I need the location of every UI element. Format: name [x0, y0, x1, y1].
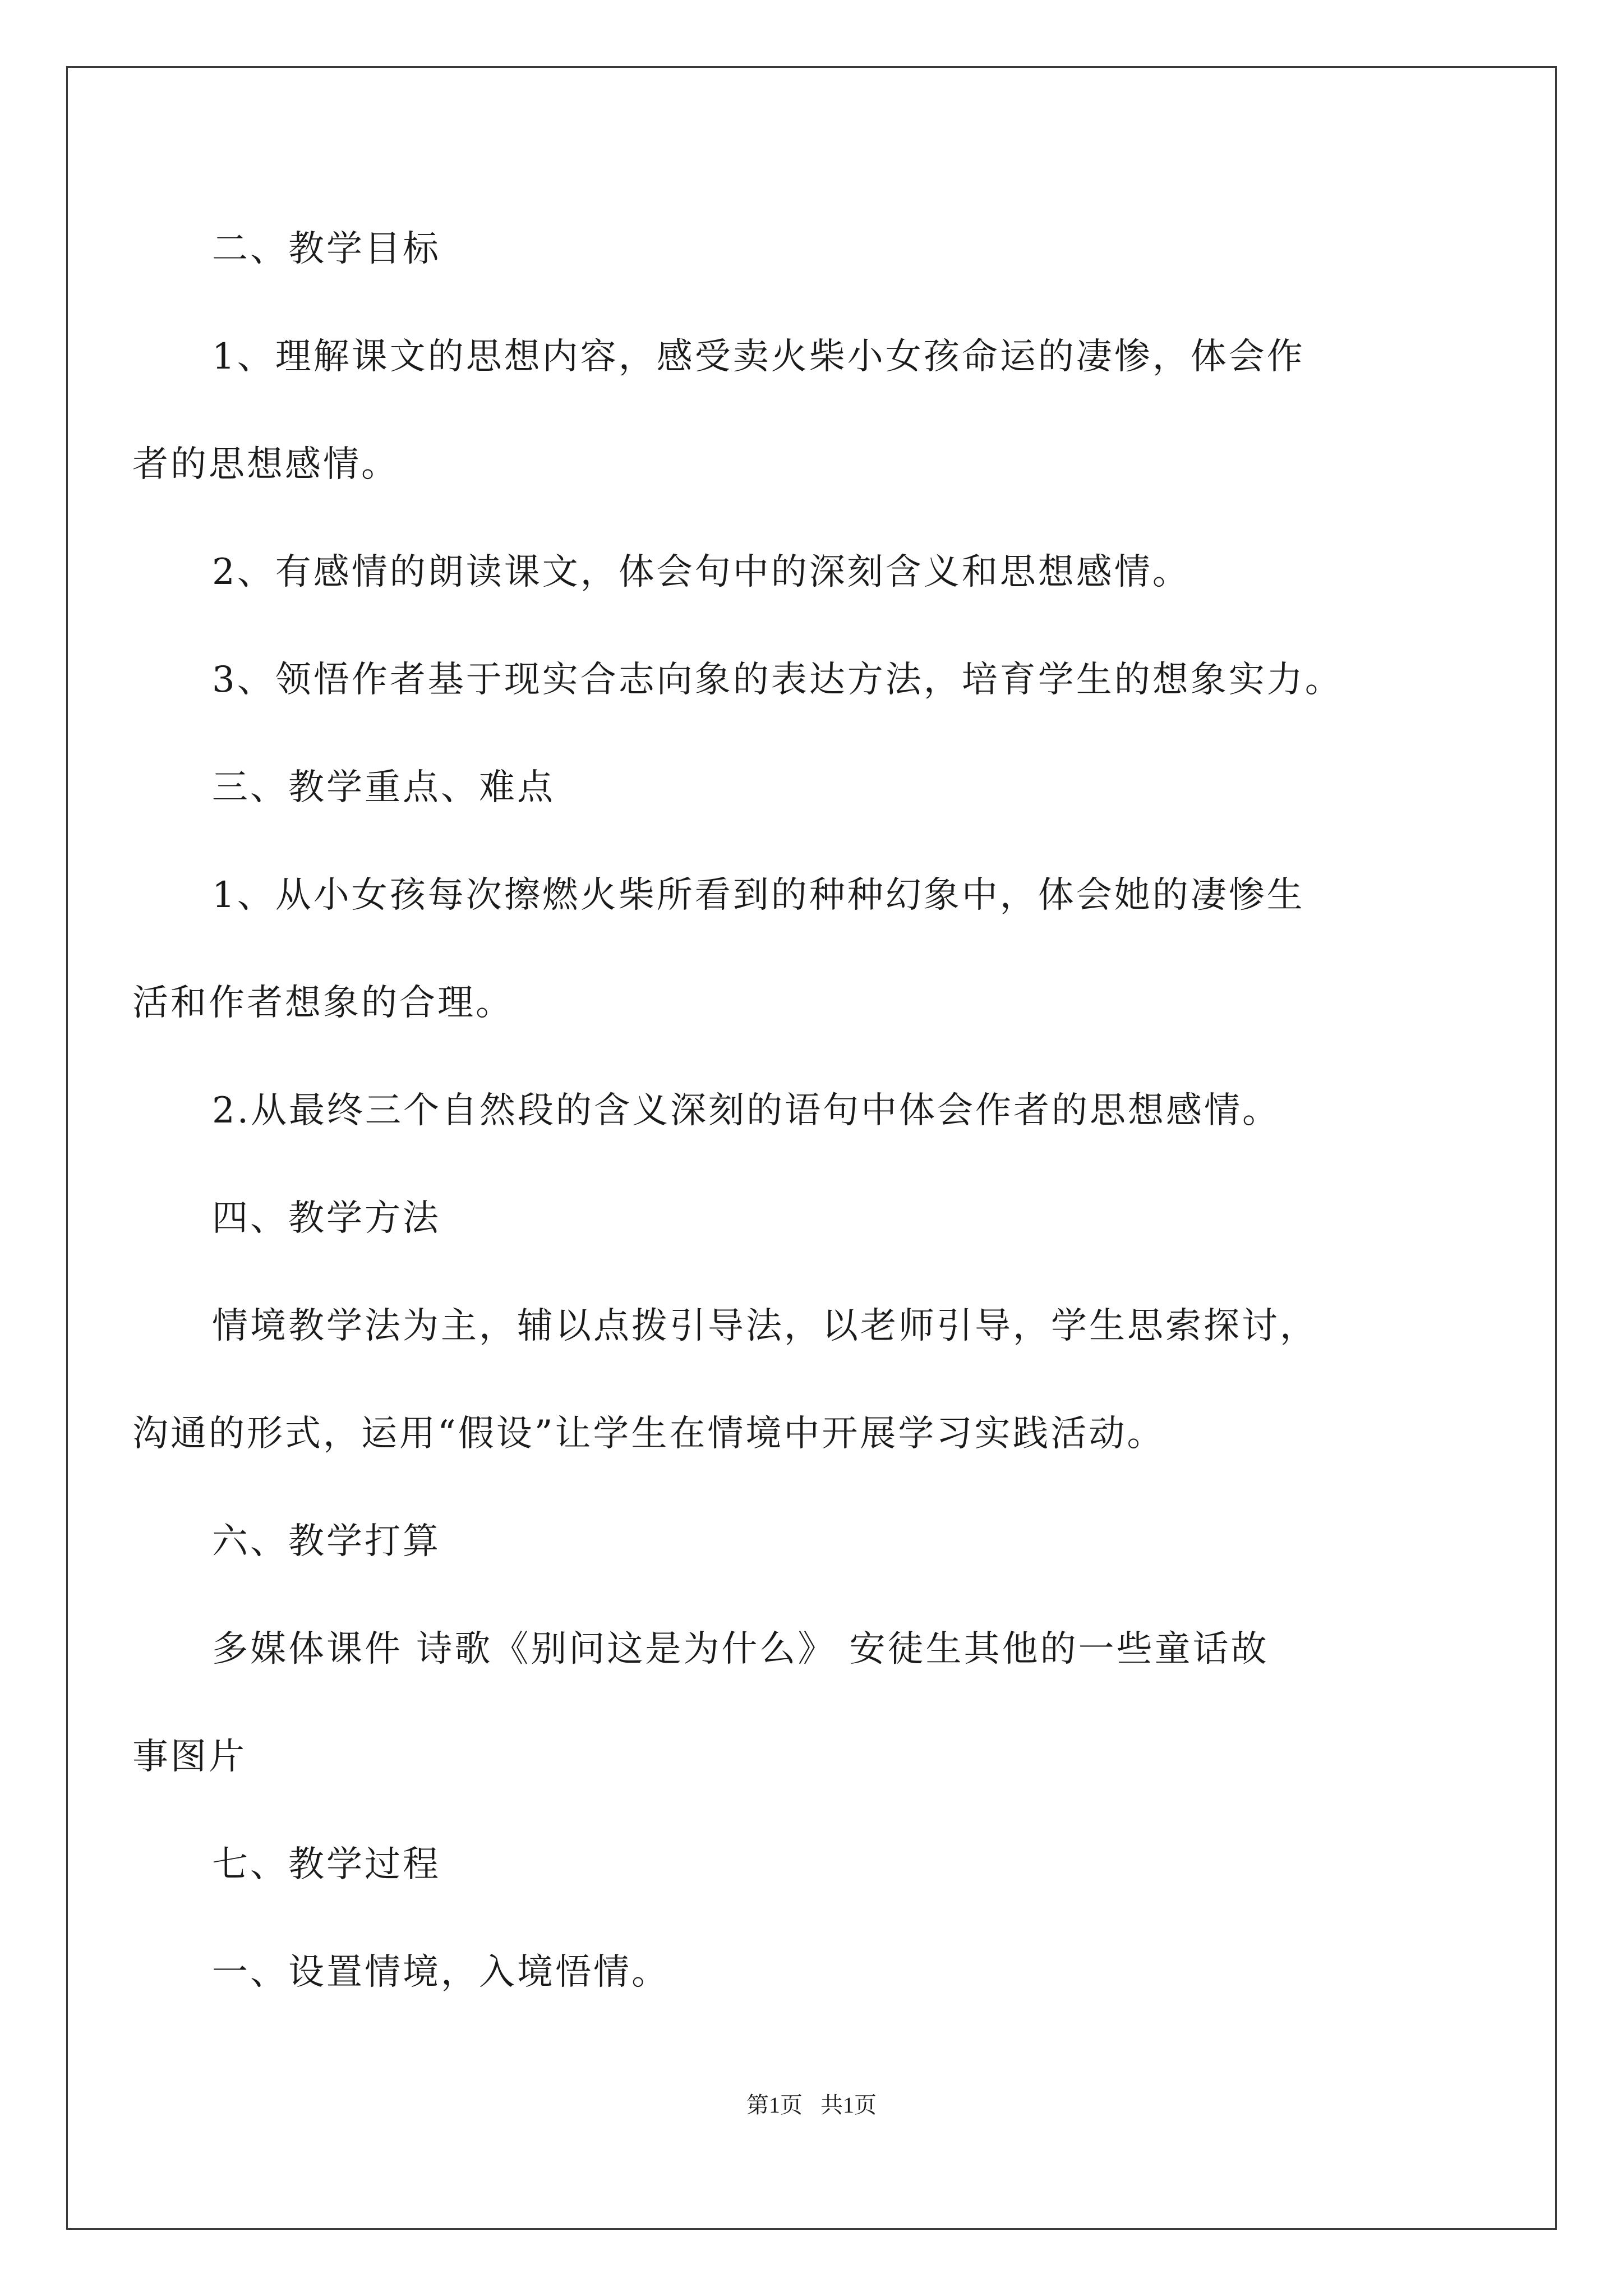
heading-teaching-methods: 四、教学方法	[212, 1198, 441, 1239]
paragraph-line: 情境教学法为主，辅以点拨引导法，以老师引导，学生思索探讨，	[212, 1305, 1318, 1347]
paragraph-line: 者的思想感情。	[132, 444, 399, 485]
paragraph-line: 一、设置情境，入境悟情。	[212, 1952, 670, 1993]
paragraph-line: 2、有感情的朗读课文，体会句中的深刻含义和思想感情。	[212, 551, 1191, 593]
page-footer	[0, 2090, 1623, 2121]
heading-teaching-goals: 二、教学目标	[212, 228, 441, 270]
page-number-current: 第1页	[746, 2092, 803, 2118]
paragraph-line: 沟通的形式，运用“假设”让学生在情境中开展学习实践活动。	[132, 1413, 1165, 1455]
paragraph-line: 事图片	[132, 1736, 247, 1778]
paragraph-line: 1、从小女孩每次擦燃火柴所看到的种种幻象中，体会她的凄惨生	[212, 875, 1305, 916]
heading-teaching-plan: 六、教学打算	[212, 1521, 441, 1562]
page-frame	[66, 66, 1557, 2230]
page-number-total: 共1页	[820, 2092, 877, 2118]
paragraph-line: 2.从最终三个自然段的含义深刻的语句中体会作者的思想感情。	[212, 1090, 1281, 1131]
paragraph-line: 1、理解课文的思想内容，感受卖火柴小女孩命运的凄惨，体会作	[212, 336, 1305, 378]
paragraph-line: 3、领悟作者基于现实合志向象的表达方法，培育学生的想象实力。	[212, 659, 1343, 701]
heading-key-points: 三、教学重点、难点	[212, 767, 555, 808]
heading-teaching-process: 七、教学过程	[212, 1844, 441, 1885]
paragraph-line: 多媒体课件 诗歌《别问这是为什么》 安徒生其他的一些童话故	[212, 1628, 1269, 1670]
paragraph-line: 活和作者想象的合理。	[132, 982, 514, 1024]
